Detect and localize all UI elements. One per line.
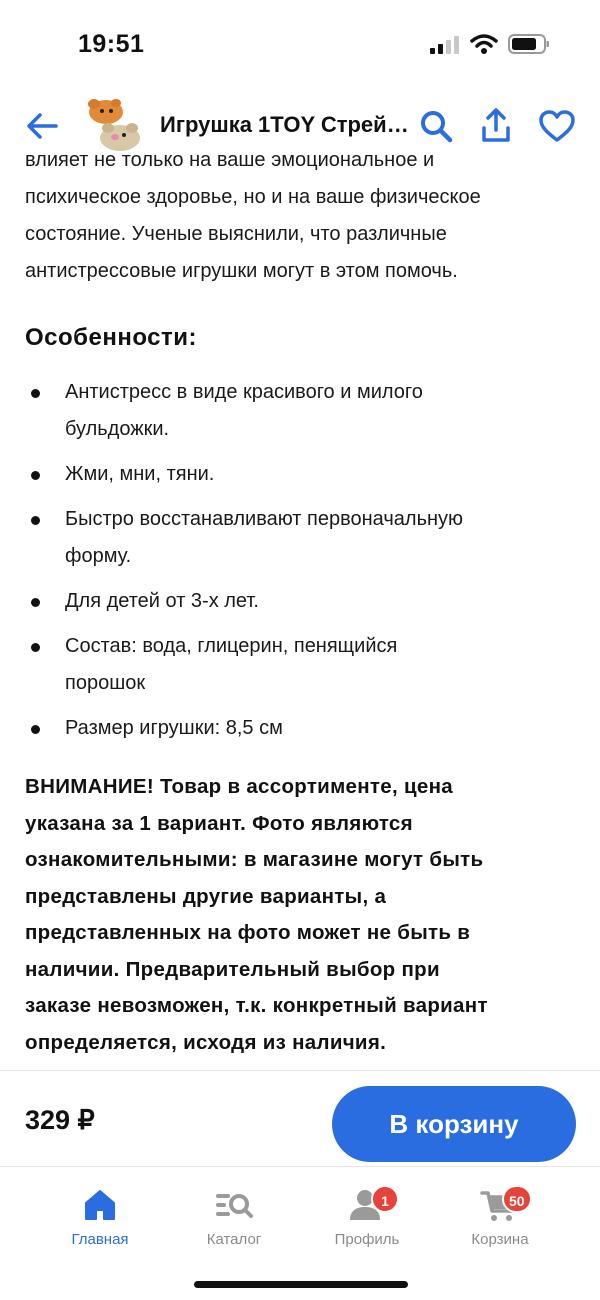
tab-profile[interactable] [307, 1181, 427, 1261]
list-item-line: Для детей от 3-х лет. [65, 590, 259, 612]
tab-cart[interactable] [440, 1181, 560, 1261]
share-icon[interactable] [476, 106, 516, 146]
tab-home[interactable] [40, 1181, 160, 1261]
features-heading: Особенности: [25, 324, 198, 351]
warning-line: наличии. Предварительный выбор при [25, 957, 440, 981]
list-item [25, 628, 585, 702]
intro-line: антистрессовые игрушки могут в этом помочь. [25, 260, 458, 282]
availability-warning [25, 769, 585, 1061]
bullet-dot [31, 725, 40, 734]
warning-line: ВНИМАНИЕ! Товар в ассортименте, цена [25, 775, 453, 798]
tab-catalog[interactable] [174, 1181, 294, 1261]
list-item-line: Состав: вода, глицерин, пенящийся [65, 635, 398, 657]
features-list [25, 374, 585, 755]
list-item [25, 501, 585, 575]
tab-label: Корзина [471, 1231, 529, 1248]
warning-line: ознакомительными: в магазине могут быть [25, 848, 484, 871]
home-indicator [194, 1281, 408, 1288]
status-bar [0, 0, 600, 90]
intro-line: состояние. Ученые выяснили, что различные [25, 223, 447, 245]
tab-label: Профиль [334, 1231, 400, 1248]
warning-line: определяется, исходя из наличия. [25, 1030, 387, 1054]
catalog-search-icon [214, 1185, 254, 1225]
list-item-line: форму. [65, 545, 132, 567]
purchase-bar [0, 1070, 600, 1166]
profile-notification-badge: 1 [371, 1185, 399, 1213]
tab-label: Главная [71, 1231, 129, 1248]
list-item [25, 456, 585, 493]
warning-line: заказе невозможен, т.к. конкретный вариант [25, 994, 488, 1017]
bottom-tab-bar [0, 1166, 600, 1300]
battery-icon [508, 34, 550, 54]
tab-label: Каталог [206, 1231, 262, 1248]
add-to-cart-button[interactable]: В корзину [332, 1086, 576, 1162]
cart-count-badge: 50 [502, 1185, 532, 1213]
description-intro [25, 142, 585, 290]
list-item-line: порошок [65, 672, 146, 694]
warning-line: представлены другие варианты, а [25, 884, 387, 908]
intro-line: психическое здоровье, но и на ваше физическое [25, 186, 481, 208]
status-time: 19:51 [78, 30, 145, 58]
bullet-dot [31, 389, 40, 398]
home-icon [80, 1185, 120, 1225]
bullet-dot [31, 516, 40, 525]
product-description [0, 149, 600, 1070]
search-icon[interactable] [416, 106, 456, 146]
cellular-signal-icon [430, 36, 462, 54]
warning-line: указана за 1 вариант. Фото являются [25, 811, 413, 835]
bullet-dot [31, 598, 40, 607]
list-item-line: Размер игрушки: 8,5 см [65, 717, 283, 739]
list-item-line: Жми, мни, тяни. [65, 463, 215, 485]
list-item-line: Быстро восстанавливают первоначальную [65, 508, 464, 530]
bullet-dot [31, 643, 40, 652]
bullet-dot [31, 471, 40, 480]
list-item [25, 374, 585, 448]
product-price: 329 ₽ [25, 1105, 95, 1135]
wifi-icon [470, 33, 498, 55]
list-item [25, 583, 585, 620]
back-arrow-icon[interactable] [22, 106, 62, 146]
list-item-line: Антистресс в виде красивого и милого [65, 381, 423, 403]
heart-favorite-icon[interactable] [537, 106, 577, 146]
page-title: Игрушка 1TOY Стрей… [160, 112, 409, 137]
intro-line: влияет не только на ваше эмоциональное и [25, 149, 435, 171]
list-item-line: бульдожки. [65, 418, 170, 440]
warning-line: представленных на фото может не быть в [25, 921, 471, 944]
list-item [25, 710, 585, 747]
